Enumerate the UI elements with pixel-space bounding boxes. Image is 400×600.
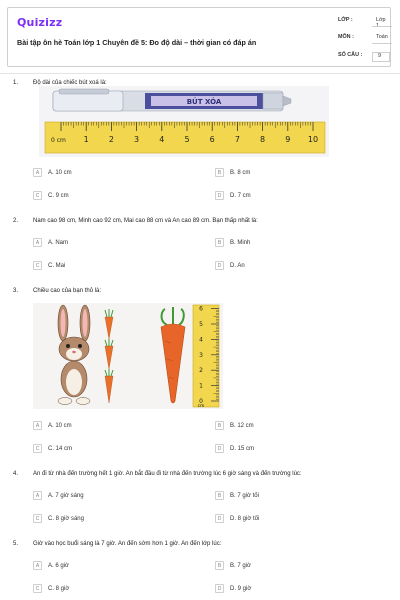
side-ruler-tick-label: 6: [199, 305, 203, 313]
class-label: LỚP :: [338, 17, 353, 23]
option-letter-box[interactable]: D: [215, 584, 224, 593]
option-text: C. 9 cm: [48, 192, 69, 199]
answer-option[interactable]: [33, 261, 65, 270]
option-text: B. Minh: [230, 239, 251, 246]
option-letter-box[interactable]: A: [33, 561, 42, 570]
question-number: 3.: [13, 288, 19, 294]
option-text: A. 7 giờ sáng: [48, 492, 84, 499]
answer-option[interactable]: [33, 191, 69, 200]
option-letter-box[interactable]: D: [215, 191, 224, 200]
answer-option[interactable]: [33, 514, 84, 523]
rabbit-carrot-figure: [33, 303, 223, 409]
option-letter-box[interactable]: B: [215, 491, 224, 500]
answer-option[interactable]: [33, 168, 72, 177]
pen-ruler-figure: [39, 86, 329, 157]
option-letter-box[interactable]: A: [33, 421, 42, 430]
side-ruler-tick-label: 4: [199, 336, 203, 344]
count-label: SỐ CÂU :: [338, 52, 363, 58]
small-carrots-stack: [105, 309, 113, 403]
class-value: Lớp: [376, 17, 386, 23]
question-text: Độ dài của chiếc bút xoá là:: [33, 80, 107, 86]
answer-option[interactable]: [33, 491, 84, 500]
side-ruler-tick-label: 0: [199, 398, 203, 405]
option-text: C. Mai: [48, 262, 66, 269]
answer-option[interactable]: [215, 514, 259, 523]
header-divider: [0, 73, 400, 74]
option-text: C. 8 giờ: [48, 585, 70, 592]
option-letter-box[interactable]: B: [215, 238, 224, 247]
ruler-tick-label: 7: [234, 135, 240, 144]
option-letter-box[interactable]: C: [33, 261, 42, 270]
rabbit-illustration: [58, 305, 90, 405]
answer-option[interactable]: [33, 444, 72, 453]
ruler-tick-label: 10: [307, 135, 319, 144]
option-letter-box[interactable]: B: [215, 561, 224, 570]
side-ruler-unit: cm: [197, 404, 205, 409]
ruler-tick-label: 1: [83, 135, 89, 144]
answer-option[interactable]: [215, 421, 254, 430]
question-text: Giờ vào học buổi sáng là 7 giờ. An đến sớm hơn 1 giờ. An đến lớp lúc:: [33, 541, 222, 547]
answer-option[interactable]: [215, 444, 254, 453]
option-letter-box[interactable]: D: [215, 514, 224, 523]
count-box: [372, 52, 390, 62]
side-ruler-tick-label: 5: [199, 321, 203, 328]
question-text: Nam cao 98 cm, Minh cao 92 cm, Mai cao 88 cm và An cao 89 cm. Bạn thấp nhất là:: [33, 218, 258, 224]
count-value: 9: [378, 53, 381, 59]
answer-option[interactable]: [215, 584, 251, 593]
option-text: D. 15 cm: [230, 445, 255, 452]
big-carrot: [161, 307, 185, 403]
class-underline: [372, 26, 392, 27]
option-letter-box[interactable]: C: [33, 191, 42, 200]
option-text: A. 10 cm: [48, 169, 72, 176]
side-ruler-tick-label: 2: [199, 367, 203, 375]
ruler-tick-label: 4: [159, 135, 165, 144]
side-ruler-tick-label: 1: [199, 382, 203, 390]
option-letter-box[interactable]: A: [33, 168, 42, 177]
option-text: D. 8 giờ tối: [230, 515, 260, 522]
ruler-tick-label: 2: [108, 135, 114, 144]
option-text: C. 14 cm: [48, 445, 73, 452]
question-number: 4.: [13, 471, 19, 477]
answer-option[interactable]: [33, 421, 72, 430]
question-number: 5.: [13, 541, 19, 547]
ruler-tick-label: 8: [260, 135, 266, 144]
pen-ruler-svg: [39, 86, 329, 157]
worksheet-header: [7, 7, 391, 67]
answer-option[interactable]: [215, 491, 259, 500]
question-number: 2.: [13, 218, 19, 224]
subject-value: Toán: [376, 34, 388, 40]
option-text: D. 9 giờ: [230, 585, 252, 592]
option-letter-box[interactable]: A: [33, 238, 42, 247]
option-letter-box[interactable]: D: [215, 261, 224, 270]
answer-option[interactable]: [33, 584, 69, 593]
answer-option[interactable]: [33, 561, 69, 570]
option-text: B. 12 cm: [230, 422, 254, 429]
answer-option[interactable]: [215, 168, 250, 177]
answer-option[interactable]: [215, 191, 251, 200]
answer-option[interactable]: [33, 238, 68, 247]
worksheet-title: Bài tập ôn hè Toán lớp 1 Chuyên đề 5: Đo độ dài – thời gian có đáp án: [17, 38, 257, 47]
option-letter-box[interactable]: A: [33, 491, 42, 500]
ruler-tick-label: 3: [134, 135, 140, 144]
option-letter-box[interactable]: C: [33, 584, 42, 593]
ruler-tick-label: 9: [285, 135, 291, 144]
option-letter-box[interactable]: D: [215, 444, 224, 453]
answer-option[interactable]: [215, 238, 250, 247]
ruler-tick-label: 5: [184, 135, 190, 144]
question-text: Chiều cao của bạn thỏ là:: [33, 288, 102, 294]
question-number: 1.: [13, 80, 19, 86]
ruler-tick-label: 6: [209, 135, 215, 144]
option-letter-box[interactable]: C: [33, 444, 42, 453]
ruler-tick-label: 0 cm: [51, 137, 66, 144]
option-letter-box[interactable]: B: [215, 421, 224, 430]
option-text: C. 8 giờ sáng: [48, 515, 84, 522]
option-text: D. An: [230, 262, 245, 269]
option-text: D. 7 cm: [230, 192, 251, 199]
answer-option[interactable]: [215, 261, 245, 270]
subject-label: MÔN :: [338, 34, 354, 40]
rabbit-carrot-svg: [33, 303, 223, 409]
option-text: A. 10 cm: [48, 422, 72, 429]
option-letter-box[interactable]: B: [215, 168, 224, 177]
option-text: A. Nam: [48, 239, 69, 246]
pen-label: BÚT XÓA: [186, 98, 222, 106]
option-text: B. 7 giờ tối: [230, 492, 259, 499]
option-text: A. 6 giờ: [48, 562, 69, 569]
side-ruler-tick-label: 3: [199, 351, 203, 359]
option-text: B. 8 cm: [230, 169, 251, 176]
question-text: An đi từ nhà đến trường hết 1 giờ. An bắt đầu đi từ nhà đến trường lúc 6 giờ sáng và đến trường lúc:: [33, 471, 302, 477]
quizizz-logo[interactable]: Quizizz: [17, 16, 63, 29]
option-letter-box[interactable]: C: [33, 514, 42, 523]
option-text: B. 7 giờ: [230, 562, 251, 569]
subject-underline: [372, 43, 392, 44]
answer-option[interactable]: [215, 561, 251, 570]
